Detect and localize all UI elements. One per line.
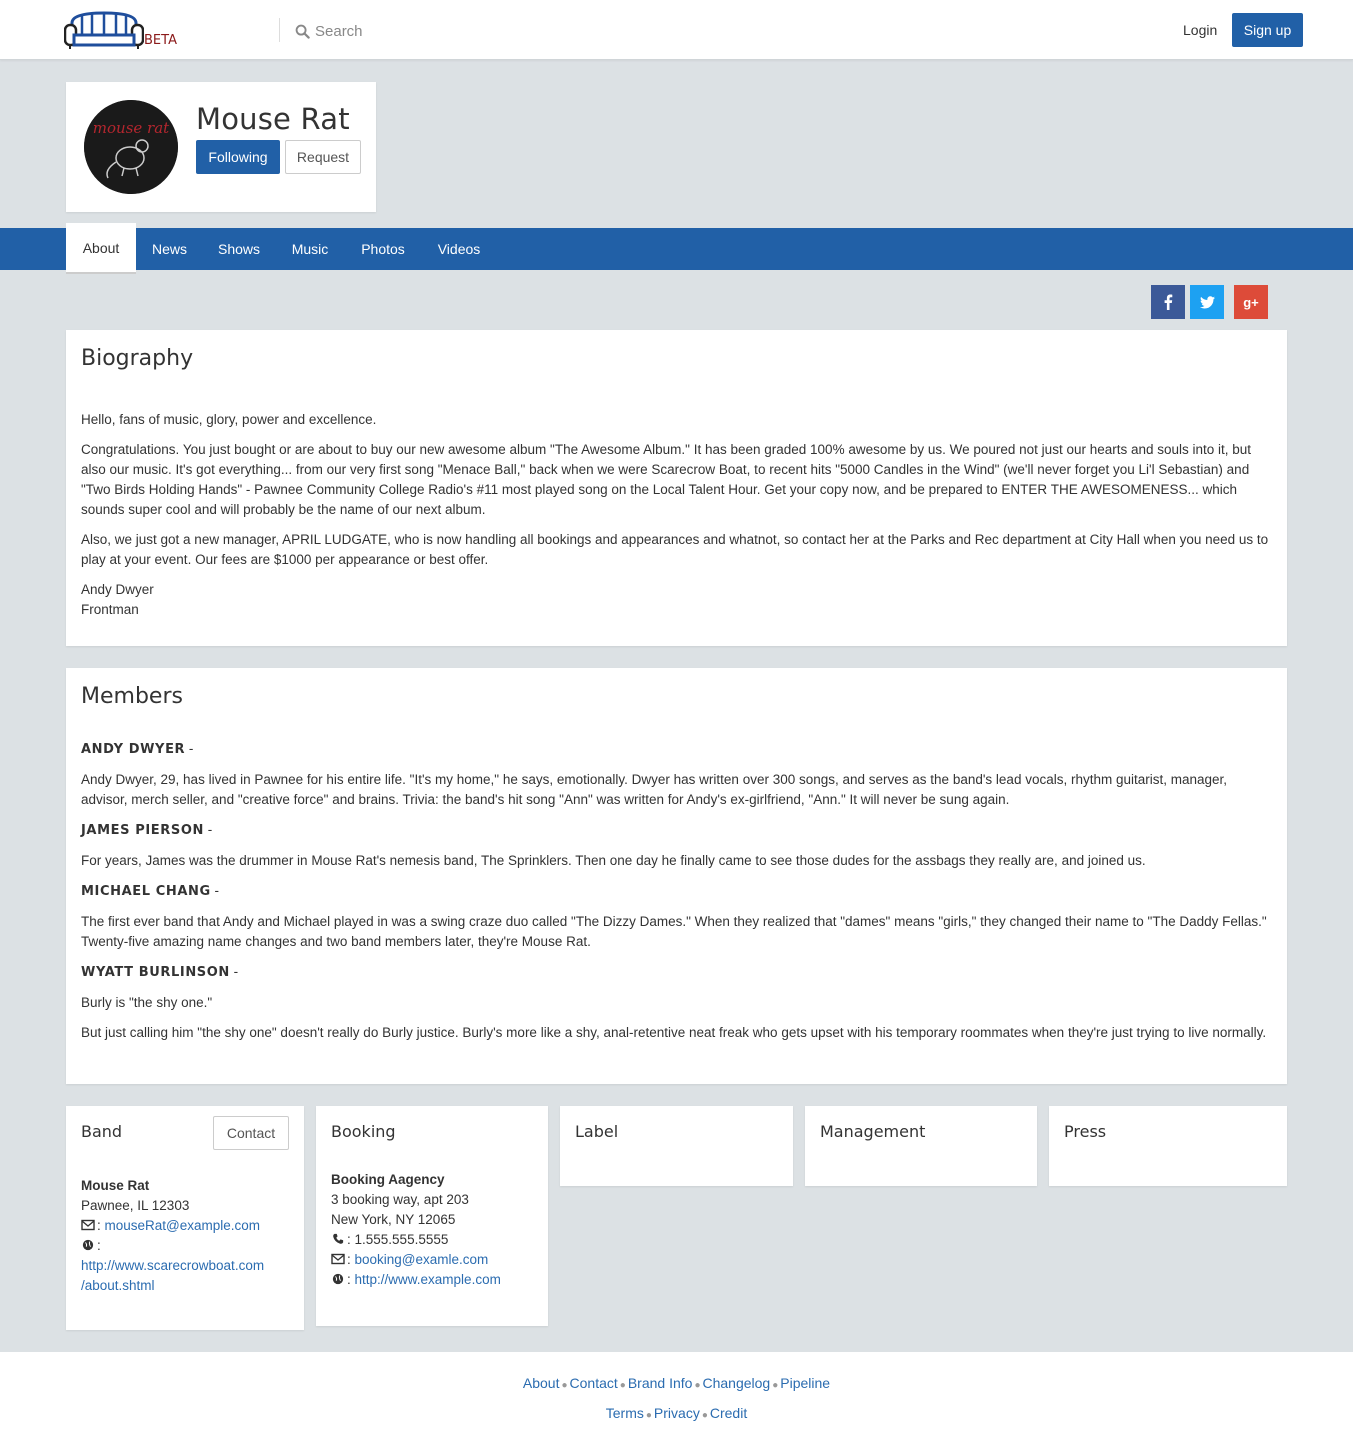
phone-icon — [331, 1233, 345, 1245]
management-card — [805, 1106, 1037, 1186]
footer-link-terms[interactable]: Terms — [605, 1405, 644, 1421]
signature-role: Frontman — [81, 602, 139, 617]
band-card — [66, 1106, 304, 1330]
footer-link-contact[interactable]: Contact — [569, 1375, 618, 1391]
search-icon — [295, 24, 310, 39]
member-name: MICHAEL CHANG — [81, 884, 211, 899]
facebook-icon — [1163, 294, 1173, 310]
login-link[interactable]: Login — [1183, 22, 1218, 38]
members-list — [81, 739, 1273, 1053]
footer-links-primary: About ● Contact ● Brand Info ● Changelog ● Pipeline — [522, 1375, 831, 1391]
member-bio: The first ever band that Andy and Michael played in was a swing craze duo called "The Dizzy Dames." When they realized that "dames" means "girls," they changed their name to "The Daddy Fellas." Twenty-five amazing name changes and two band members later, they're Mouse Rat. — [81, 914, 1267, 949]
member-heading: WYATT BURLINSON - — [81, 964, 239, 980]
search-box[interactable] — [295, 20, 515, 42]
profile-card — [66, 82, 376, 212]
booking-address-line2: New York, NY 12065 — [331, 1212, 456, 1227]
member-heading: ANDY DWYER - — [81, 741, 194, 757]
svg-text:mouse rat: mouse rat — [92, 119, 170, 137]
member-bio: Andy Dwyer, 29, has lived in Pawnee for his entire life. "It's my home," he says, emotionally. Dwyer has written over 300 songs, and serves as the band's lead vocals, rhythm guitarist, manager, advisor, merch seller, and "creative force" and brains. Trivia: the band's hit song "Ann" was written for Andy's ex-girlfriend, "Ann." It will never be sung again. — [81, 772, 1228, 807]
tab-shows[interactable]: Shows — [217, 241, 261, 257]
footer-links-legal: Terms ● Privacy ● Credit — [605, 1405, 748, 1421]
band-website-line1: http://www.scarecrowboat.com — [81, 1258, 265, 1273]
band-card-title: Band — [81, 1122, 123, 1141]
search-input[interactable] — [315, 23, 495, 40]
booking-details — [331, 1170, 501, 1290]
signature-name: Andy Dwyer — [81, 582, 154, 597]
following-button[interactable]: Following — [196, 140, 280, 174]
booking-phone-row: : 1.555.555.5555 — [331, 1230, 501, 1250]
booking-email-row: : booking@examle.com — [331, 1250, 501, 1270]
band-website-row: : — [81, 1236, 264, 1256]
footer-link-changelog[interactable]: Changelog — [702, 1375, 771, 1391]
booking-website-link[interactable]: http://www.example.com — [354, 1272, 501, 1287]
tab-about[interactable]: About — [66, 223, 136, 274]
member-bio: Burly is "the shy one." — [81, 995, 213, 1010]
biography-text — [81, 410, 1273, 620]
request-button[interactable]: Request — [285, 140, 361, 174]
footer-link-credit[interactable]: Credit — [709, 1405, 748, 1421]
tab-news[interactable]: News — [151, 241, 187, 257]
navbar-divider — [279, 18, 280, 42]
biography-title: Biography — [81, 346, 194, 371]
top-navbar — [0, 0, 1353, 60]
site-footer — [0, 1352, 1353, 1441]
booking-card-title: Booking — [331, 1122, 396, 1141]
globe-icon — [81, 1239, 95, 1251]
label-card-title: Label — [575, 1122, 619, 1141]
band-details — [81, 1176, 264, 1296]
member-name: WYATT BURLINSON — [81, 965, 230, 980]
biography-panel — [66, 330, 1287, 646]
biography-paragraph: Congratulations. You just bought or are about to buy our new awesome album "The Awesome Album." It has been graded 100% awesome by us. We poured not just our hearts and souls into it, but also our music. It's got everything... from our very first song "Menace Ball," back when we were Scarecrow Boat, to recent hits "5000 Candles in the Wind" (we'll never forget you Li'l Sebastian) and "Two Birds Holding Hands" - Pawnee Community College Radio's #11 most played song on the Local Talent Hour. Get your copy now, and be prepared to ENTER THE AWESOMENESS... which sounds super cool and will probably be the name of our next album. — [81, 442, 1252, 517]
band-email-row: : mouseRat@example.com — [81, 1216, 264, 1236]
twitter-icon — [1200, 296, 1215, 309]
footer-link-about[interactable]: About — [522, 1375, 560, 1391]
member-heading: JAMES PIERSON - — [81, 822, 213, 838]
google-plus-share-button[interactable] — [1234, 285, 1268, 319]
beta-badge: BETA — [144, 33, 177, 48]
footer-link-pipeline[interactable]: Pipeline — [780, 1375, 831, 1391]
band-name: Mouse Rat — [81, 1178, 150, 1193]
profile-tabs — [0, 228, 1353, 270]
signup-button[interactable]: Sign up — [1232, 13, 1303, 47]
band-avatar — [84, 100, 178, 194]
footer-link-privacy[interactable]: Privacy — [653, 1405, 700, 1421]
globe-icon — [331, 1273, 345, 1285]
booking-card — [316, 1106, 548, 1326]
band-website-link[interactable] — [81, 1256, 264, 1296]
members-panel — [66, 668, 1287, 1084]
envelope-icon — [331, 1253, 345, 1265]
booking-email-link[interactable]: booking@examle.com — [354, 1252, 489, 1267]
members-title: Members — [81, 684, 183, 709]
biography-paragraph: Also, we just got a new manager, APRIL LUDGATE, who is now handling all bookings and appearances and whatnot, so contact her at the Parks and Rec department at City Hall when you need us to play at your event. Our fees are $1000 per appearance or best offer. — [81, 532, 1269, 567]
member-name: ANDY DWYER — [81, 742, 186, 757]
band-name-title: Mouse Rat — [196, 102, 350, 136]
footer-link-brand-info[interactable]: Brand Info — [627, 1375, 693, 1391]
biography-paragraph: Hello, fans of music, glory, power and excellence. — [81, 412, 377, 427]
member-bio: But just calling him "the shy one" doesn't really do Burly justice. Burly's more like a shy, anal-retentive neat freak who gets upset with his temporary roommates when they're just trying to live normally. — [81, 1025, 1267, 1040]
envelope-icon — [81, 1219, 95, 1231]
member-name: JAMES PIERSON — [81, 823, 204, 838]
contact-button[interactable]: Contact — [213, 1116, 289, 1150]
booking-phone: 1.555.555.5555 — [354, 1232, 449, 1247]
press-card-title: Press — [1064, 1122, 1107, 1141]
twitter-share-button[interactable] — [1190, 285, 1224, 319]
band-website-line2: /about.shtml — [81, 1278, 155, 1293]
booking-website-row: : http://www.example.com — [331, 1270, 501, 1290]
management-card-title: Management — [820, 1122, 926, 1141]
tab-photos[interactable]: Photos — [361, 241, 405, 257]
booking-address-line1: 3 booking way, apt 203 — [331, 1192, 469, 1207]
band-location: Pawnee, IL 12303 — [81, 1198, 190, 1213]
tab-music[interactable]: Music — [291, 241, 329, 257]
member-bio: For years, James was the drummer in Mouse Rat's nemesis band, The Sprinklers. Then one day he finally came to see those dudes for the assbags they really are, and joined us. — [81, 853, 1146, 868]
tab-videos[interactable]: Videos — [437, 241, 481, 257]
label-card — [560, 1106, 793, 1186]
booking-agency-name: Booking Aagency — [331, 1172, 445, 1187]
facebook-share-button[interactable] — [1151, 285, 1185, 319]
mouse-rat-logo-icon — [84, 100, 178, 194]
member-heading: MICHAEL CHANG - — [81, 883, 220, 899]
press-card — [1049, 1106, 1287, 1186]
google-plus-icon: g+ — [1243, 294, 1259, 310]
couch-logo-icon — [64, 9, 144, 51]
band-email-link[interactable]: mouseRat@example.com — [104, 1218, 261, 1233]
